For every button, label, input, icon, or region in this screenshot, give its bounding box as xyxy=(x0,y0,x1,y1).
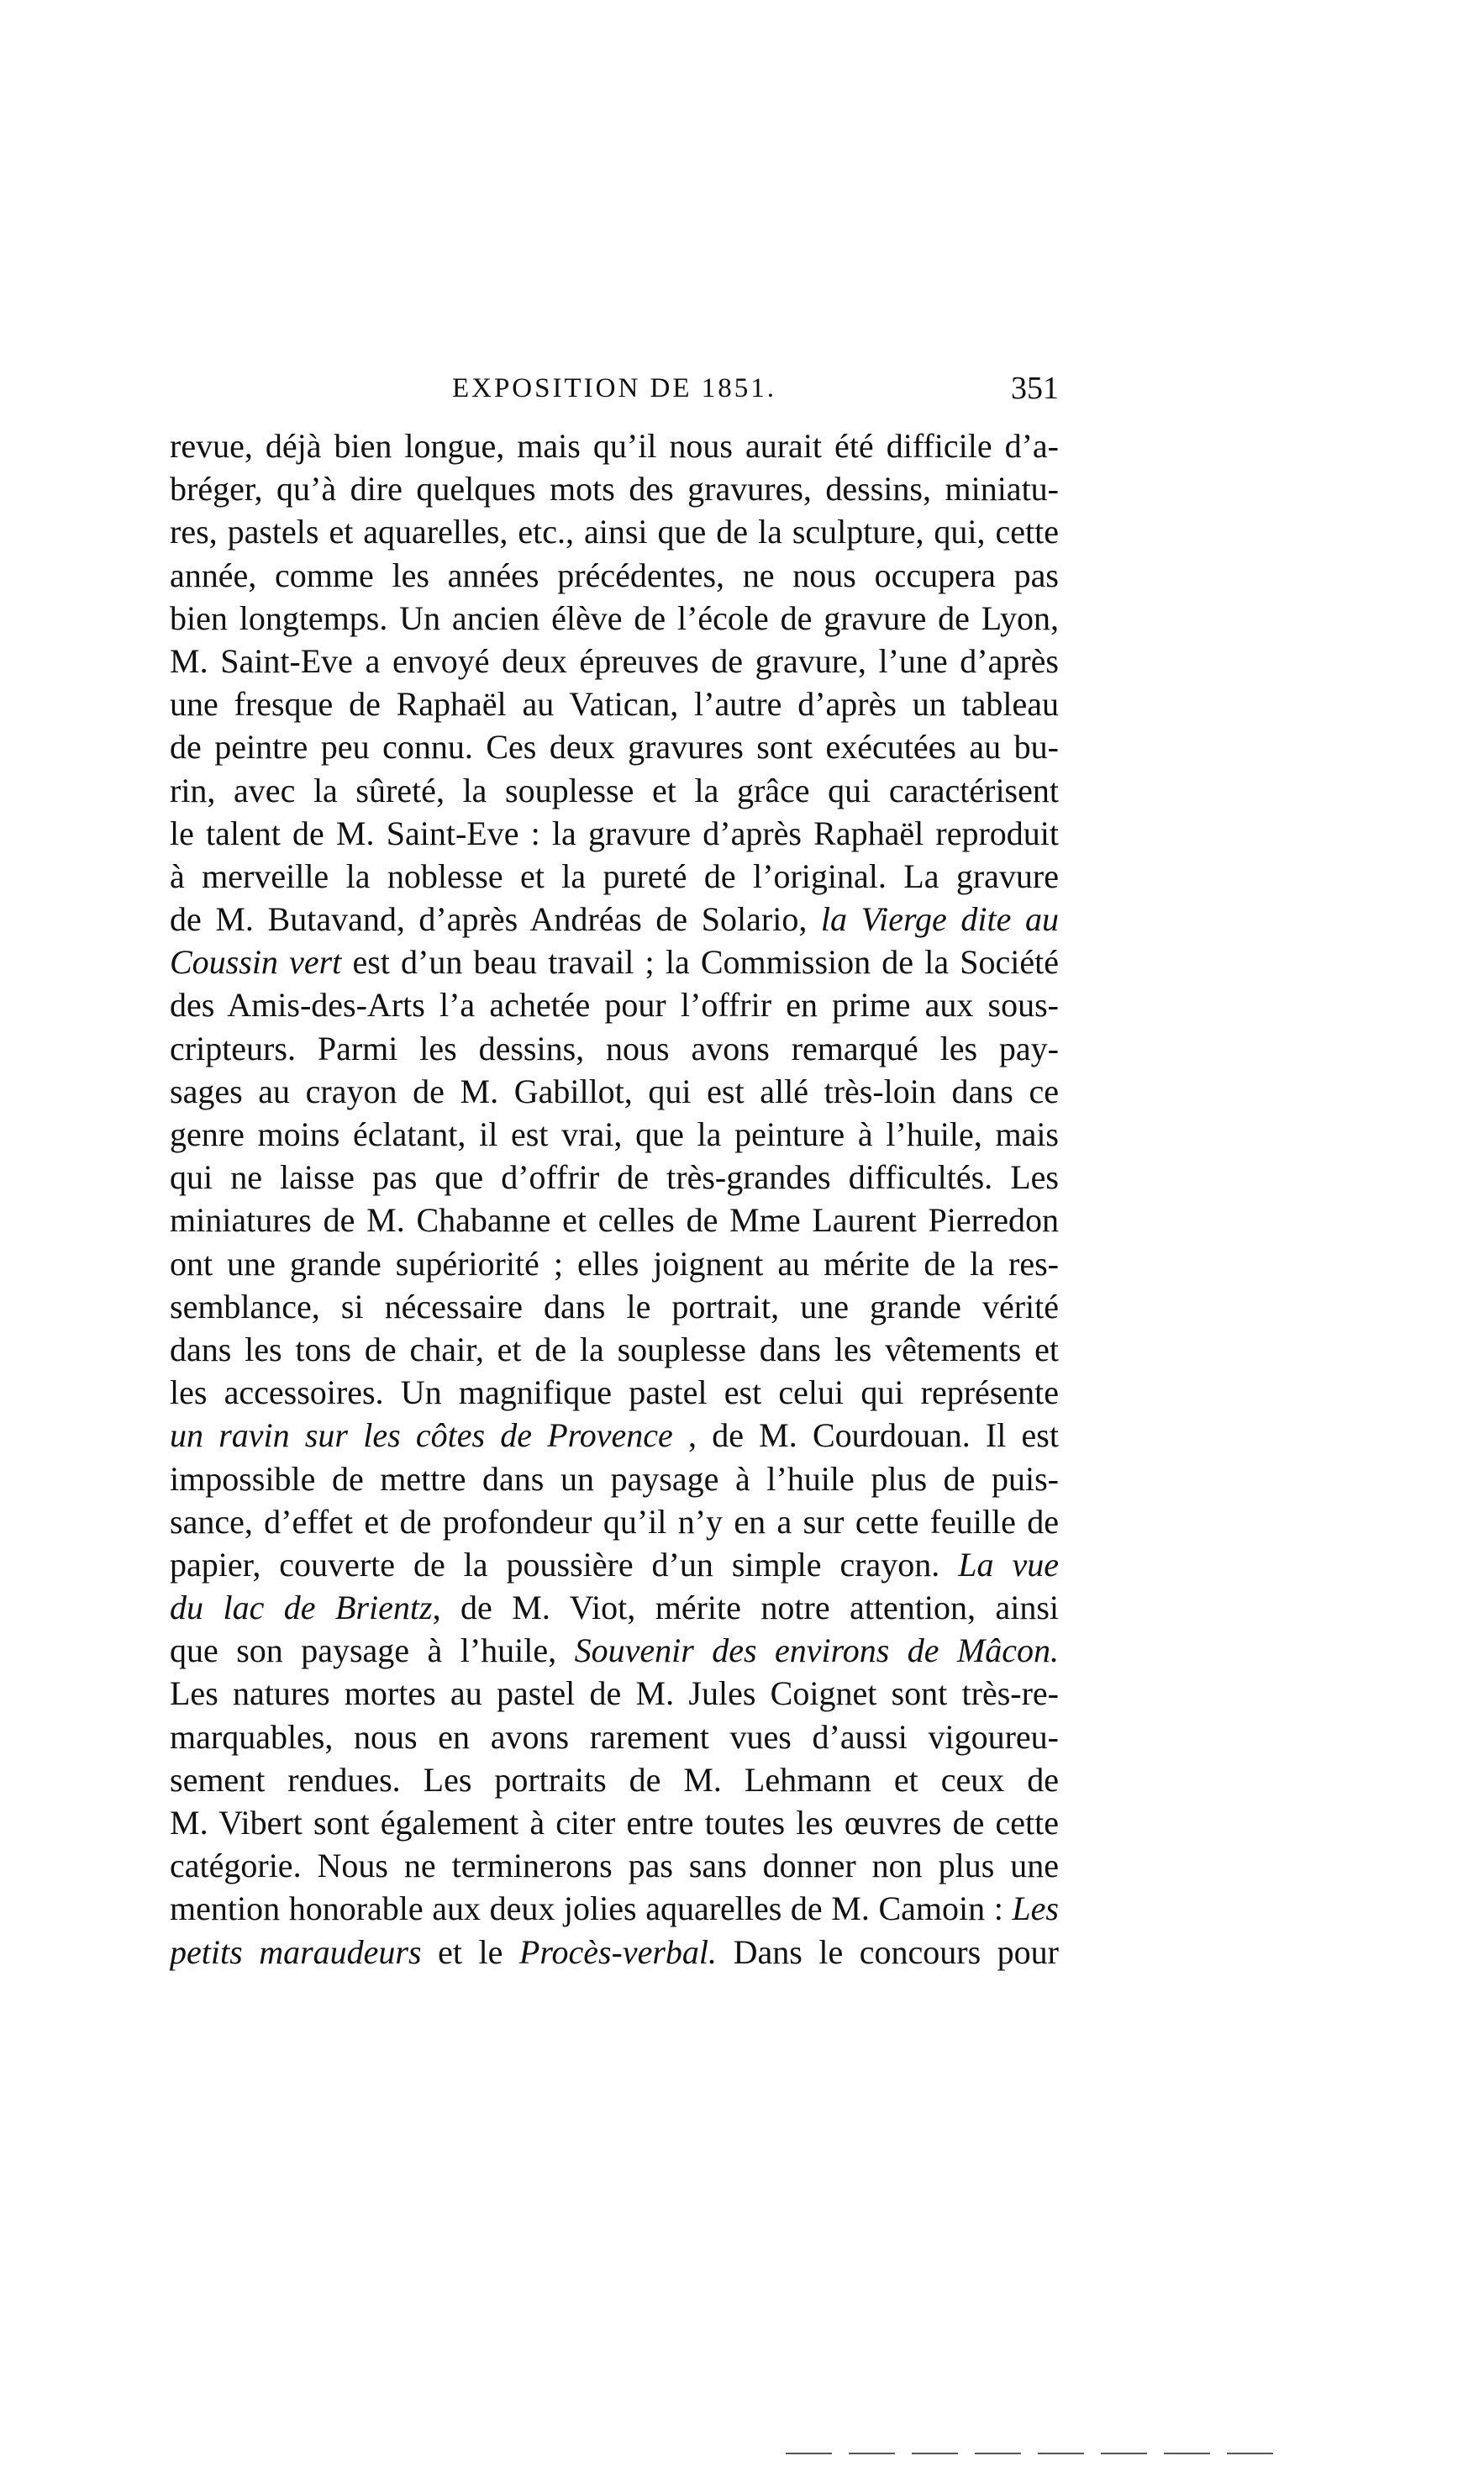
italic-text: du lac de Brientz xyxy=(170,1589,433,1627)
italic-text: Souvenir des environs de Mâcon. xyxy=(574,1631,1059,1670)
text-line xyxy=(170,1672,1059,1715)
running-head xyxy=(170,363,1059,414)
text-line xyxy=(170,1070,1059,1113)
italic-text: la Vierge dite au xyxy=(820,900,1059,939)
text-segment: impossible de mettre dans un paysage à l’huile plus de puis- xyxy=(170,1459,1059,1498)
footer-rules xyxy=(786,2453,1374,2456)
text-line xyxy=(170,1371,1059,1414)
text-line xyxy=(170,682,1059,725)
italic-text: petits maraudeurs xyxy=(170,1932,422,1971)
text-segment: marquables, nous en avons rarement vues d’aussi vigoureu- xyxy=(170,1717,1059,1756)
text-line xyxy=(170,1715,1059,1758)
text-line xyxy=(170,1586,1059,1629)
text-segment: rin, avec la sûreté, la souplesse et la grâce qui caractérisent xyxy=(170,771,1059,809)
text-segment: sages au crayon de M. Gabillot, qui est allé très-loin dans ce xyxy=(170,1072,1059,1110)
italic-text: Procès-verbal. xyxy=(518,1932,718,1971)
text-segment: des Amis-des-Arts l’a achetée pour l’offrir en prime aux sous- xyxy=(170,986,1059,1025)
text-line xyxy=(170,769,1059,812)
text-segment: revue, déjà bien longue, mais qu’il nous aurait été difficile d’a- xyxy=(170,427,1059,465)
text-segment: res, pastels et aquarelles, etc., ainsi que de la sculpture, qui, cette xyxy=(170,513,1059,551)
italic-text: La vue xyxy=(958,1545,1059,1584)
text-segment: dans les tons de chair, et de la souplesse dans les vêtements et xyxy=(170,1330,1059,1368)
text-line xyxy=(170,640,1059,682)
body-text xyxy=(170,424,1059,1974)
text-segment: que son paysage à l’huile, xyxy=(170,1631,575,1670)
text-segment: le talent de M. Saint-Eve : la gravure d’après Raphaël reproduit xyxy=(170,814,1059,852)
text-segment: sement rendues. Les portraits de M. Lehmann et ceux de xyxy=(170,1760,1059,1799)
text-segment: Dans le concours pour xyxy=(717,1932,1059,1971)
text-line xyxy=(170,1242,1059,1285)
italic-text: Coussin vert xyxy=(170,943,342,982)
running-title: EXPOSITION DE 1851. xyxy=(451,373,777,403)
text-line xyxy=(170,510,1059,553)
text-segment: et le xyxy=(421,1932,519,1971)
text-line xyxy=(170,941,1059,983)
text-line xyxy=(170,1758,1059,1801)
text-segment: cripteurs. Parmi les dessins, nous avons remarqué les pay- xyxy=(170,1029,1059,1067)
text-line xyxy=(170,1543,1059,1586)
text-line xyxy=(170,467,1059,510)
footer-rule xyxy=(786,2453,832,2454)
text-line xyxy=(170,1285,1059,1328)
text-line xyxy=(170,1328,1059,1371)
text-segment: bien longtemps. Un ancien élève de l’école de gravure de Lyon, xyxy=(170,598,1059,637)
text-line xyxy=(170,424,1059,467)
text-line xyxy=(170,1931,1059,1974)
text-segment: miniatures de M. Chabanne et celles de Mme Laurent Pierredon xyxy=(170,1201,1059,1240)
text-line xyxy=(170,1113,1059,1156)
text-segment: est d’un beau travail ; la Commission de la Société xyxy=(341,943,1059,982)
text-segment: M. Saint-Eve a envoyé deux épreuves de gravure, l’une d’après xyxy=(170,641,1059,680)
text-segment: de peintre peu connu. Ces deux gravures sont exécutées au bu- xyxy=(170,728,1059,767)
text-segment: genre moins éclatant, il est vrai, que la peinture à l’huile, mais xyxy=(170,1115,1059,1153)
text-segment: année, comme les années précédentes, ne nous occupera pas xyxy=(170,556,1059,594)
text-line xyxy=(170,1629,1059,1672)
text-segment: sance, d’effet et de profondeur qu’il n’y en a sur cette feuille de xyxy=(170,1502,1059,1541)
text-line xyxy=(170,1457,1059,1500)
text-line xyxy=(170,1500,1059,1543)
footer-rule xyxy=(975,2453,1021,2454)
text-segment: M. Vibert sont également à citer entre toutes les œuvres de cette xyxy=(170,1804,1059,1842)
text-segment: de M. Butavand, d’après Andréas de Solario, xyxy=(170,900,821,939)
text-line xyxy=(170,898,1059,941)
text-segment: ont une grande supériorité ; elles joignent au mérite de la res- xyxy=(170,1244,1059,1283)
italic-text: Les xyxy=(1012,1889,1059,1928)
text-line xyxy=(170,983,1059,1026)
text-line xyxy=(170,1414,1059,1457)
text-segment: les accessoires. Un magnifique pastel est celui qui représente xyxy=(170,1373,1059,1412)
footer-rule xyxy=(1227,2453,1273,2454)
text-segment: , de M. Courdouan. Il est xyxy=(672,1416,1059,1455)
text-segment: bréger, qu’à dire quelques mots des gravures, dessins, miniatu- xyxy=(170,470,1059,509)
footer-rule xyxy=(849,2453,895,2454)
text-segment: papier, couverte de la poussière d’un simple crayon. xyxy=(170,1545,959,1584)
text-segment: Les natures mortes au pastel de M. Jules Coignet sont très-re- xyxy=(170,1674,1059,1713)
text-line xyxy=(170,812,1059,855)
text-segment: à merveille la noblesse et la pureté de l’original. La gravure xyxy=(170,856,1059,895)
text-segment: qui ne laisse pas que d’offrir de très-grandes difficultés. Les xyxy=(170,1158,1059,1197)
text-line xyxy=(170,855,1059,898)
text-line xyxy=(170,554,1059,597)
text-segment: mention honorable aux deux jolies aquarelles de M. Camoin : xyxy=(170,1889,1013,1928)
text-line xyxy=(170,725,1059,768)
footer-rule xyxy=(1101,2453,1147,2454)
text-line xyxy=(170,1156,1059,1199)
text-line xyxy=(170,597,1059,640)
italic-text: un ravin sur les côtes de Provence xyxy=(170,1416,673,1455)
footer-rule xyxy=(1164,2453,1210,2454)
footer-rule xyxy=(912,2453,958,2454)
text-line xyxy=(170,1027,1059,1070)
text-segment: catégorie. Nous ne terminerons pas sans donner non plus une xyxy=(170,1847,1059,1885)
page-number: 351 xyxy=(1011,371,1059,406)
text-line xyxy=(170,1887,1059,1930)
text-line xyxy=(170,1199,1059,1241)
text-segment: , de M. Viot, mérite notre attention, ainsi xyxy=(432,1589,1059,1627)
text-line xyxy=(170,1801,1059,1844)
text-segment: une fresque de Raphaël au Vatican, l’autre d’après un tableau xyxy=(170,685,1059,724)
text-line xyxy=(170,1844,1059,1887)
text-segment: semblance, si nécessaire dans le portrait, une grande vérité xyxy=(170,1287,1059,1325)
footer-rule xyxy=(1038,2453,1084,2454)
